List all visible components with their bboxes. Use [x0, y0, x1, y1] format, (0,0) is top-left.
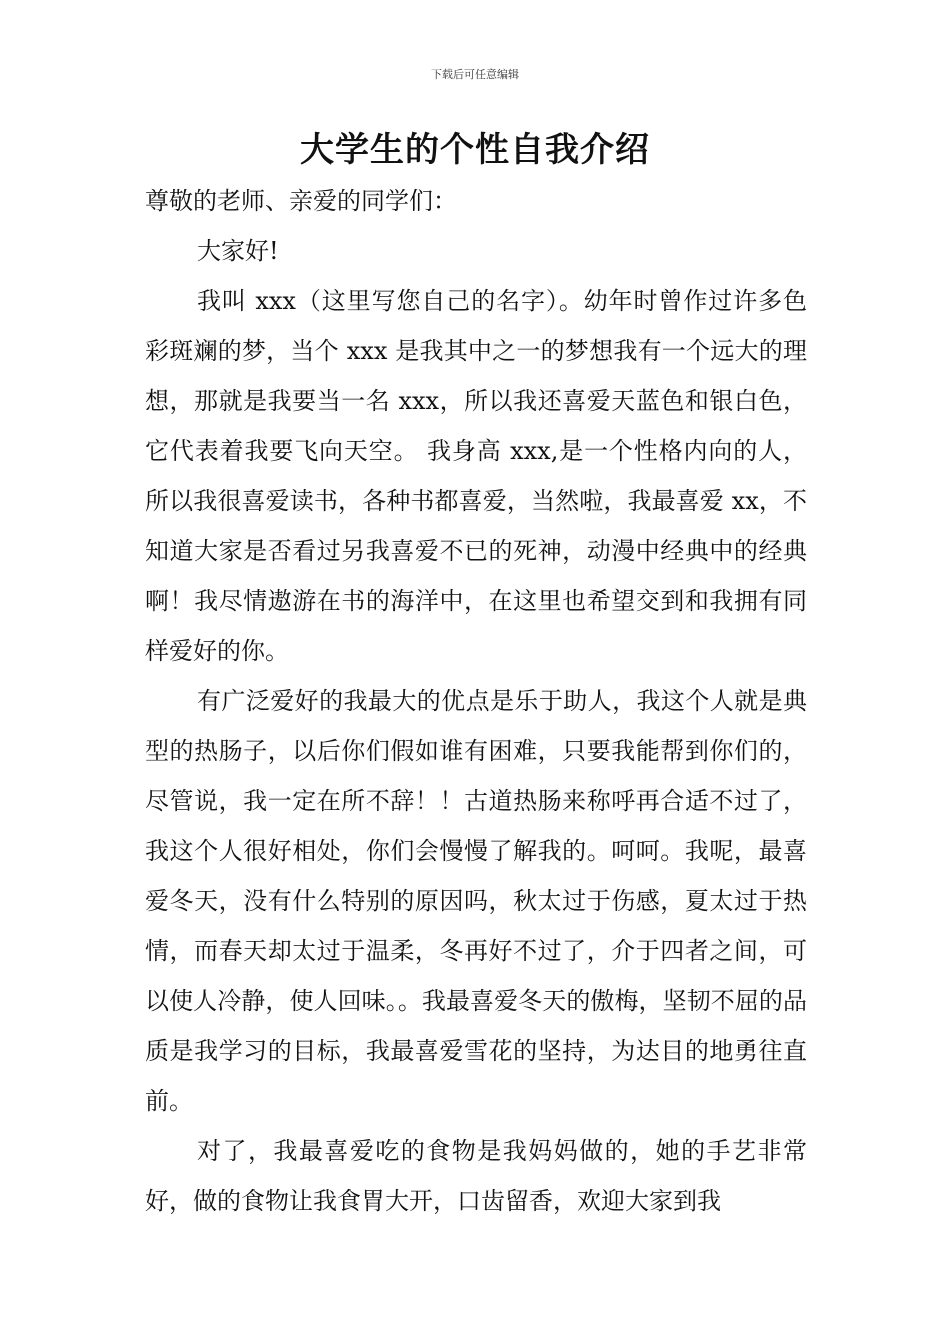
- greeting: 大家好!: [197, 237, 279, 265]
- page-header-note: 下载后可任意编辑: [431, 68, 519, 81]
- paragraph-3: 对了，我最喜爱吃的食物是我妈妈做的，她的手艺非常好，做的食物让我食胃大开，口齿留香，欢迎大家到我: [145, 1137, 807, 1215]
- document-title: 大学生的个性自我介绍: [300, 130, 650, 170]
- salutation: 尊敬的老师、亲爱的同学们：: [145, 187, 457, 215]
- document-body: [145, 176, 807, 1226]
- paragraph-1: 我叫 xxx（这里写您自己的名字）。幼年时曾作过许多色彩斑斓的梦，当个 xxx 是我其中之一的梦想我有一个远大的理想，那就是我要当一名 xxx，所以我还喜爱天蓝色和银白色，它代表着我要飞向天空。 我身高 xxx,是一个性格内向的人，所以我很喜爱读书，各种书都喜爱，当然啦，我最喜爱 xx，不知道大家是否看过另我喜爱不已的死神，动漫中经典中的经典啊！我尽情遨游在书的海洋中，在这里也希望交到和我拥有同样爱好的你。: [145, 287, 807, 665]
- paragraph-2: 有广泛爱好的我最大的优点是乐于助人，我这个人就是典型的热肠子，以后你们假如谁有困难，只要我能帮到你们的，尽管说，我一定在所不辞！！古道热肠来称呼再合适不过了，我这个人很好相处，你们会慢慢了解我的。呵呵。我呢，最喜爱冬天，没有什么特别的原因吗，秋太过于伤感，夏太过于热情，而春天却太过于温柔，冬再好不过了，介于四者之间，可以使人冷静，使人回味。。我最喜爱冬天的傲梅，坚韧不屈的品质是我学习的目标，我最喜爱雪花的坚持，为达目的地勇往直前。: [145, 687, 807, 1115]
